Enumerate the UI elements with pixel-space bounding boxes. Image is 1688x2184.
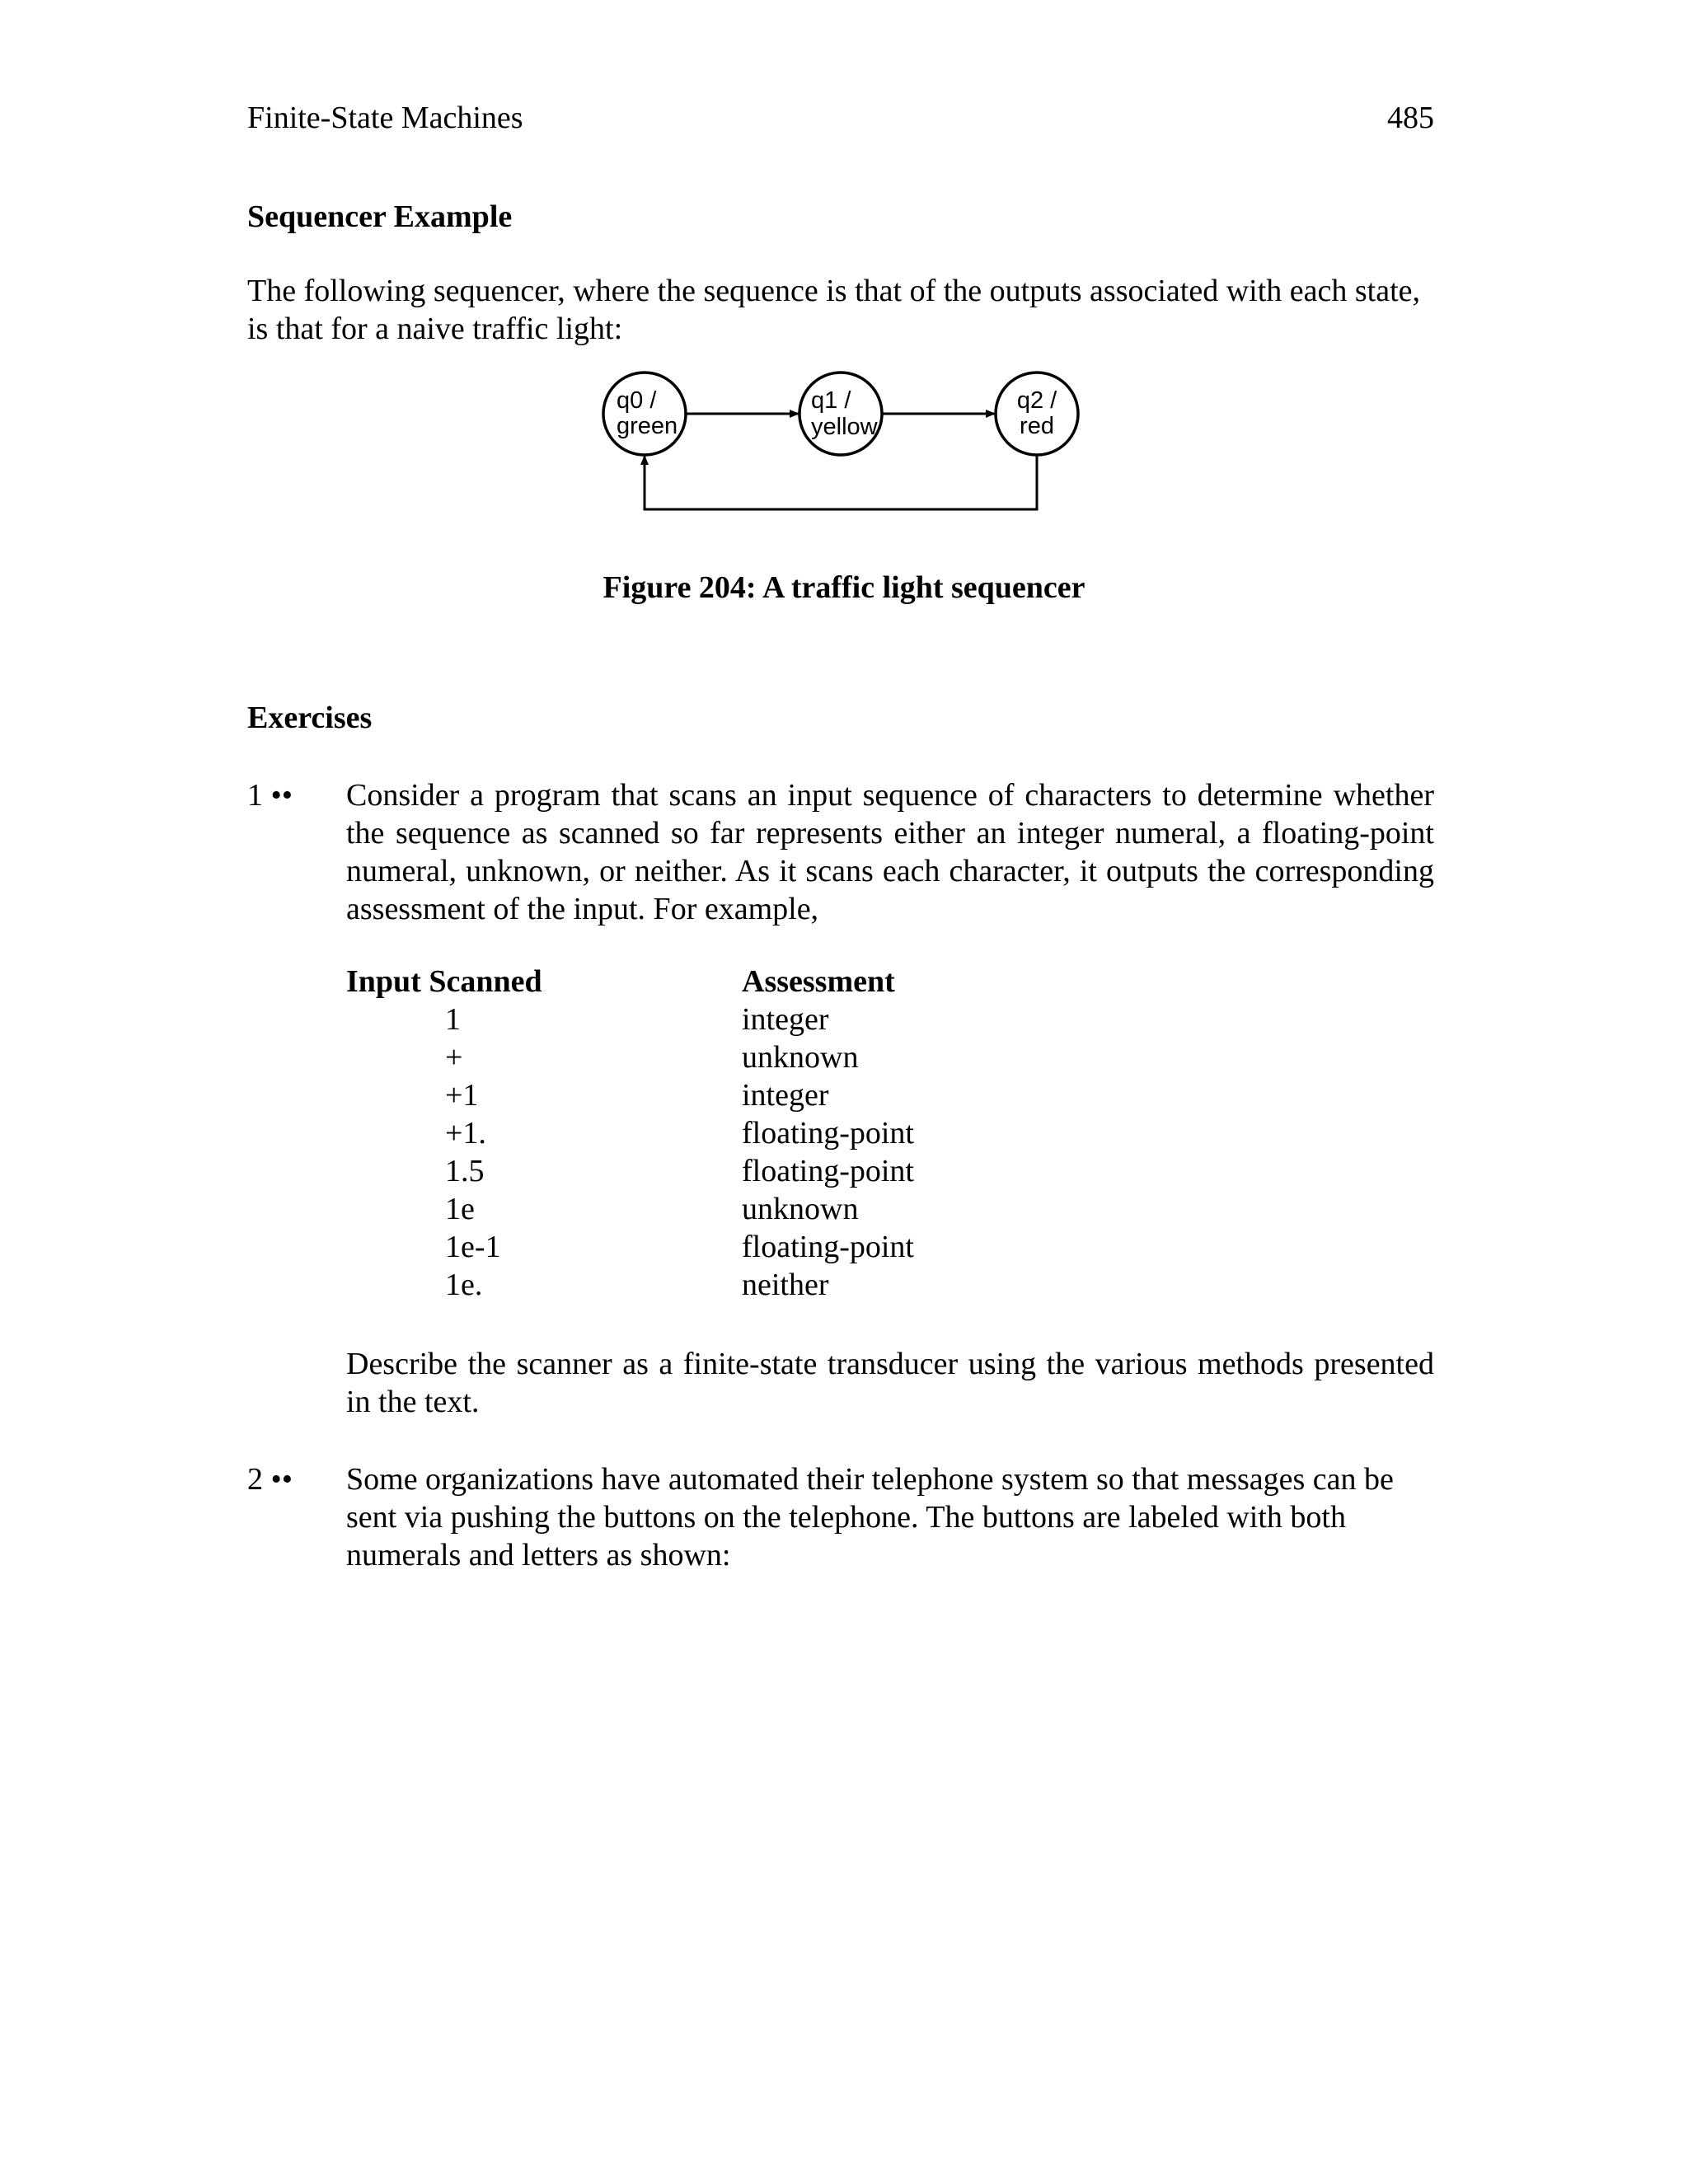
input-cell: 1e-1: [445, 1230, 501, 1264]
table-row: [346, 1001, 1088, 1038]
input-cell: +1: [445, 1078, 479, 1113]
table-row: [346, 1076, 1088, 1114]
exercise-1-text: Consider a program that scans an input sequence of characters to determine whether the sequence as scanned so far represents either an integer numeral, a floating-point numeral, unknown, or neither. As it scans each character, it outputs the corresponding assessment of the input. For example,: [346, 778, 1434, 926]
table-row: [346, 1190, 1088, 1228]
state-q0-output: green: [617, 413, 678, 439]
assessment-cell: neither: [742, 1268, 829, 1302]
exercise-2-number: 2 ••: [247, 1462, 293, 1497]
scan-table: [346, 963, 1088, 1304]
assessment-cell: floating-point: [742, 1154, 914, 1188]
exercise-1-number: 1 ••: [247, 778, 293, 813]
input-cell: +: [445, 1040, 463, 1075]
input-cell: 1: [445, 1002, 461, 1037]
table-row: [346, 1152, 1088, 1190]
state-q2-name: q2 /: [1016, 387, 1057, 414]
assessment-cell: unknown: [742, 1040, 859, 1075]
assessment-cell: unknown: [742, 1192, 859, 1226]
table-row: [346, 1114, 1088, 1152]
state-q1: [799, 373, 882, 455]
state-q2-output: red: [1020, 413, 1054, 439]
section-heading: Sequencer Example: [247, 199, 513, 234]
table-row: [346, 1266, 1088, 1304]
assessment-cell: floating-point: [742, 1230, 914, 1264]
header-input-scanned: Input Scanned: [346, 964, 542, 999]
intro-paragraph: The following sequencer, where the sequence is that of the outputs associated with each state, is that for a naive traffic light:: [247, 274, 1420, 346]
page-number: 485: [1387, 101, 1434, 135]
assessment-cell: floating-point: [742, 1116, 914, 1151]
input-cell: 1.5: [445, 1154, 485, 1188]
state-q1-output: yellow: [811, 414, 878, 440]
assessment-cell: integer: [742, 1078, 829, 1113]
exercise-1-followup: Describe the scanner as a finite-state transducer using the various methods presented in the text.: [346, 1347, 1434, 1419]
state-q0-name: q0 /: [617, 387, 657, 414]
input-cell: 1e: [445, 1192, 475, 1226]
scan-table-header: [346, 963, 1088, 1001]
running-head: [247, 97, 1434, 138]
transition-q2-q0: [645, 455, 1037, 509]
table-row: [346, 1228, 1088, 1266]
figure-caption: Figure 204: A traffic light sequencer: [603, 570, 1085, 605]
exercises-heading: Exercises: [247, 701, 373, 735]
table-row: [346, 1038, 1088, 1076]
input-cell: 1e.: [445, 1268, 483, 1302]
running-title: Finite-State Machines: [247, 101, 523, 135]
input-cell: +1.: [445, 1116, 486, 1151]
state-q1-name: q1 /: [811, 387, 851, 414]
exercise-2-text: Some organizations have automated their telephone system so that messages can be sent via pushing the buttons on the telephone. The buttons are labeled with both numerals and letters as shown:: [346, 1462, 1394, 1572]
header-assessment: Assessment: [742, 964, 895, 999]
assessment-cell: integer: [742, 1002, 829, 1037]
state-q2: [996, 373, 1078, 455]
state-q0: [603, 373, 686, 455]
state-diagram: [0, 363, 1688, 527]
